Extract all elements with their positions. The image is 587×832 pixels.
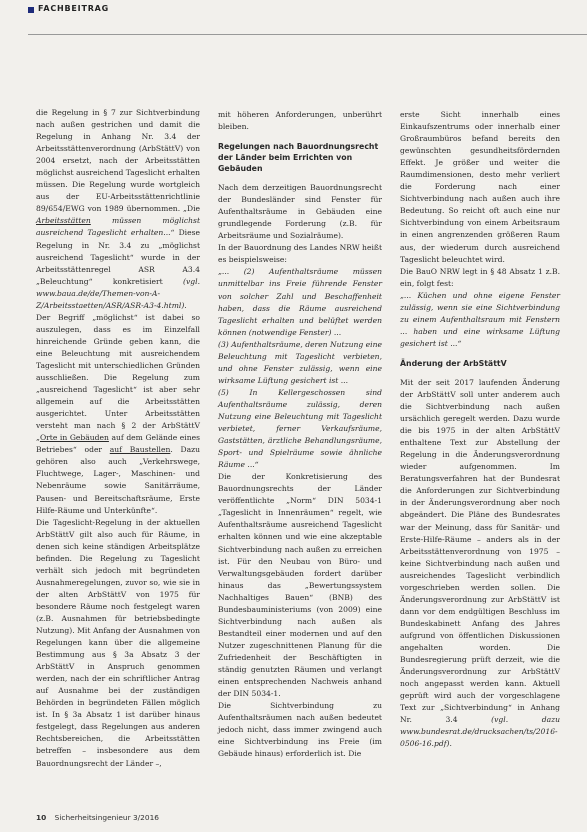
text-run: Arbeitsstätten [36, 216, 91, 226]
body-paragraph [218, 266, 382, 338]
text-run: (5) In Kellergeschossen sind Aufenthaltsräume zulässig, deren Nutzung eine Beleuchtung mit Tageslicht verbietet, ferner Verkaufsräume, Gaststätten, ärztliche Behandlungsräume, Sport- und Spielräume sowie ähnliche Räume ...“ [218, 387, 382, 470]
body-paragraph [218, 182, 382, 242]
body-paragraph [36, 107, 200, 517]
section-heading: Änderung der ArbStättV [400, 358, 507, 368]
section-marker [28, 7, 34, 13]
body-paragraph [400, 377, 560, 750]
body-paragraph [400, 290, 560, 350]
body-paragraph [218, 339, 382, 387]
text-run: auf dem Gelände eines Betriebes“ oder [36, 433, 201, 455]
text-run: müssen möglichst ausreichend Tageslicht erhalten... [36, 216, 200, 238]
body-paragraph [218, 242, 382, 266]
text-run: “ Diese Regelung in Nr. 3.4 zu „möglichst ausreichend Tageslicht“ wurde in der Arbeitsstättenregel ASR A3.4 „Beleuchtung“ konkretisiert [36, 228, 200, 286]
body-paragraph [36, 517, 200, 770]
text-run: Die Sichtverbindung zu Aufenthaltsräumen nach außen bedeutet jedoch nicht, dass immer zwingend auch eine Sichtverbindung ins Freie (im Gebäude hinaus) erforderlich ist. Die [218, 701, 382, 759]
text-run: . [449, 739, 452, 749]
text-run: Mit der seit 2017 laufenden Änderung der ArbStättV soll unter anderem auch die Sichtverbindung nach außen ursächlich geregelt werden. Dazu wurde die bis 1975 in der alten ArbStättV enthaltene Text zur Abstellung der Regelung in die Änderungsverordnung wieder aufgenommen. Im Beratungsverfahren hat der Bundesrat die Anforderungen zur Sichtverbindung in der Änderungsverordnung aber noch abgeändert. Die Pläne des Bundesrates war der Meinung, dass für Sanitär- und Erste-Hilfe-Räume – anders als in der Arbeitsstättenverordnung von 1975 – keine Sichtverbindung nach außen und ausreichendes Tageslicht verbindlich vorgeschrieben werden sollen. Die Änderungsverordnung zur ArbStättV ist dann vor dem endgültigen Beschluss im Bundeskabinett Anfang des Jahres aufgrund von öffentlichen Diskussionen angehalten worden. Die Bundesregierung prüft derzeit, wie die Änderungsverordnung zur ArbStättV noch angepasst werden kann. Aktuell geprüft wird auch der vorgeschlagene Text zur „Sichtverbindung“ in Anhang Nr. 3.4 [400, 377, 560, 725]
text-run: auf Baustellen [109, 445, 171, 455]
column-3 [400, 109, 560, 750]
page-footer [36, 813, 159, 822]
body-paragraph [218, 109, 382, 133]
text-run: Die BauO NRW legt in § 48 Absatz 1 z.B. ein, folgt fest: [400, 266, 560, 288]
text-run: In der Bauordnung des Landes NRW heißt es beispielsweise: [218, 243, 382, 265]
text-run: Die der Konkretisierung des Bauordnungsrechts der Länder veröffentlichte „Norm“ DIN 5034-1 „Tageslicht in Innenräumen“ regelt, wie Aufenthaltsräume ausreichend Tageslicht erhalten können und wie eine akzeptable Sichtverbindung nach außen zu erreichen ist. Für den Neubau von Büro- und Verwaltungsgebäuden fordert darüber hinaus das „Bewertungssystem Nachhaltiges Bauen“ (BNB) des Bundesbauministeriums (von 2009) eine Sichtverbindung nach außen als Bestandteil einer modernen und auf den Nutzer zugeschnittenen Planung für die Zufriedenheit der Beschäftigten in ständig genutzten Räumen und verlangt einen entsprechenden Nachweis anhand der DIN 5034-1. [218, 472, 382, 699]
text-run: . Dazu gehören also auch „Verkehrswege, Fluchtwege, Lager-, Maschinen- und Nebenräume sowie Sanitärräume, Pausen- und Bereitschaftsräume, Erste Hilfe-Räume und Unterkünfte“. [36, 445, 200, 515]
page-number: 10 [36, 813, 47, 822]
section-label: FACHBEITRAG [38, 4, 110, 13]
publication-name: Sicherheitsingenieur 3/2016 [54, 813, 159, 822]
text-run: mit höheren Anforderungen, unberührt bleiben. [218, 110, 382, 132]
body-paragraph [218, 700, 382, 760]
text-run: die Regelung in § 7 zur Sichtverbindung nach außen gestrichen und damit die Regelung in Anhang Nr. 3.4 der Arbeitsstättenverordnung (ArbStättV) von 2004 ersetzt, nach der Arbeitsstätten möglichst ausreichend Tageslicht erhalten müssen. Die Regelung wurde wortgleich aus der EU-Arbeitsstättenrichtlinie 89/654/EWG von 1989 übernommen. „Die [36, 108, 200, 214]
text-run: Nach dem derzeitigen Bauordnungsrecht der Bundesländer sind Fenster für Aufenthaltsräume in Gebäuden eine grundlegende Forderung (z.B. für Arbeitsräume und Sozialräume). [218, 183, 382, 241]
column-1 [36, 107, 200, 770]
text-run: (vgl. dazu www.bundesrat.de/drucksachen/ts/2016-0506-16.pdf) [400, 715, 560, 749]
text-run: . Der Begriff „möglichst“ ist dabei so auszulegen, dass es im Einzelfall hinreichende Gründe geben kann, die eine Beleuchtung mit ausreichendem Tageslicht mit unterschiedlichen Gründen ausschließen. Die Regelung zum „ausreichend Tageslicht“ ist aber sehr allgemein auf die Arbeitsstätten ausgerichtet. Unter Arbeitsstätten versteht man nach § 2 der ArbStättV „ [36, 300, 200, 443]
text-run: Die Tageslicht-Regelung in der aktuellen ArbStättV gilt also auch für Räume, in denen sich keine ständigen Arbeitsplätze befinden. Die Regelung zu Tageslicht verhält sich jedoch mit begründeten Ausnahmeregelungen, zuvor so, wie sie in der alten ArbStättV von 1975 für besondere Räume noch festgelegt waren (z.B. Ausnahmen für betriebsbedingte Nutzung). Mit Anfang der Ausnahmen von Regelungen kann über die allgemeine Bestimmung aus § 3a Absatz 3 der ArbStättV in Anspruch genommen werden, nach der ein schriftlicher Antrag auf Ausnahme bei der zuständigen Behörden in begründeten Fällen möglich ist. In § 3a Absatz 1 ist darüber hinaus festgelegt, dass Regelungen aus anderen Rechtsbereichen, die Arbeitsstätten betreffen – insbesondere aus dem Bauordnungsrecht der Länder –, [36, 517, 200, 768]
text-run: (3) Aufenthaltsräume, deren Nutzung eine Beleuchtung mit Tageslicht verbieten, und ohne Fenster zulässig, wenn eine wirksame Lüftung gesichert ist ... [218, 339, 382, 385]
section-heading: Regelungen nach Bauordnungsrecht der Länder beim Errichten von Gebäuden [218, 142, 379, 174]
text-run: „... Küchen und ohne eigene Fenster zulässig, wenn sie eine Sichtverbindung zu einem Aufenthaltsraum mit Fenstern ... haben und eine wirksame Lüftung gesichert ist ...“ [400, 290, 560, 348]
column-2 [218, 109, 382, 760]
text-run: „... (2) Aufenthaltsräume müssen unmittelbar ins Freie führende Fenster von solcher Zahl und Beschaffenheit haben, dass die Räume ausreichend Tageslicht erhalten und belüftet werden können (notwendige Fenster) ... [218, 267, 382, 337]
page-header [0, 0, 587, 36]
header-rule [28, 34, 587, 35]
body-paragraph [400, 266, 560, 290]
body-paragraph [218, 387, 382, 471]
body-paragraph [218, 471, 382, 700]
text-run: Orte in Gebäuden [39, 433, 109, 443]
text-run: (vgl. www.baua.de/de/Themen-von-A-Z/Arbeitsstaetten/ASR/ASR-A3-4.html) [36, 276, 200, 310]
text-run: erste Sicht innerhalb eines Einkaufszentrums oder innerhalb einer Großraumbüros befand bereits den gewünschten gesundheitsfördernden Effekt. Je größer und weiter die Raumdimensionen, desto mehr verliert die Forderung nach einer Sichtverbindung nach außen auch ihre Bedeutung. So reicht oft auch eine nur Sichtverbindung von einem Arbeitsraum in einen angrenzenden größeren Raum aus, der wiederum durch ausreichend Tageslicht beleuchtet wird. [400, 110, 560, 264]
body-paragraph [400, 109, 560, 266]
